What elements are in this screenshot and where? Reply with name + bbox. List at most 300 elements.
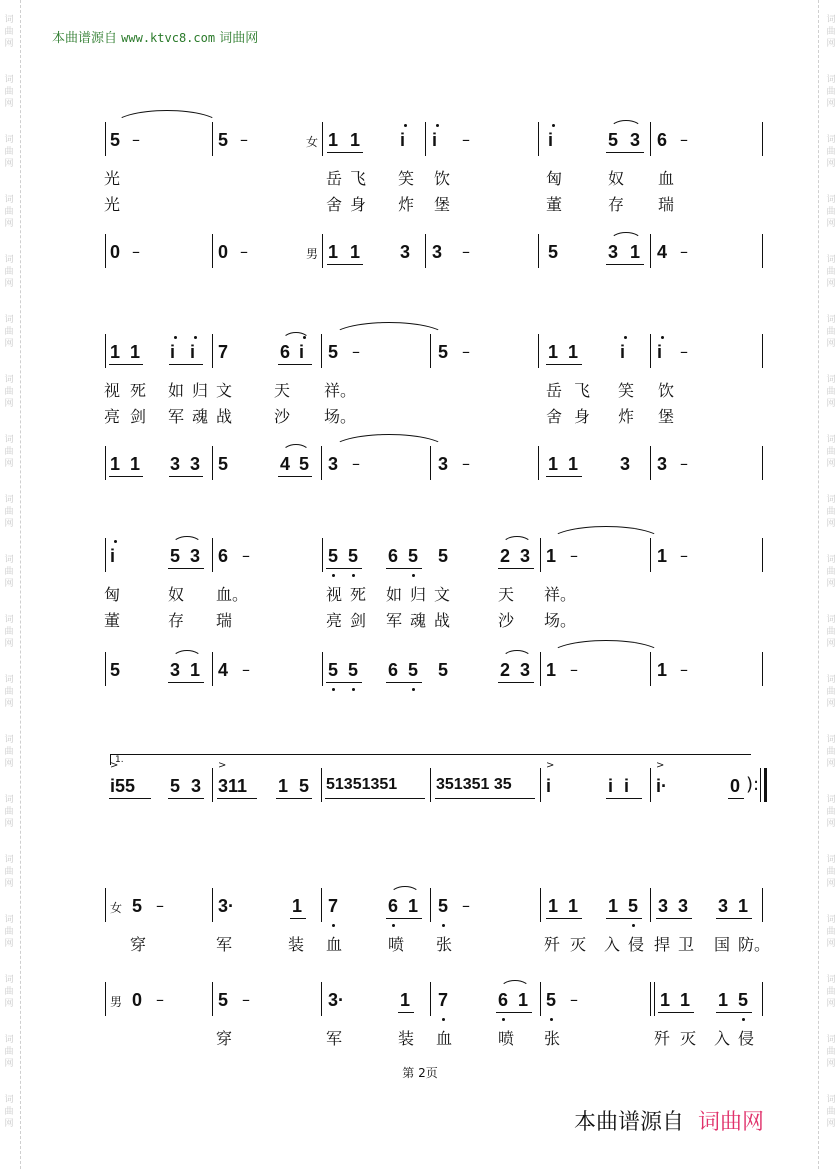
- watermark-glyph: 词: [826, 915, 836, 925]
- underline: [498, 568, 534, 569]
- barline: [540, 538, 541, 572]
- watermark-glyph: 曲: [826, 987, 836, 997]
- underline: [327, 152, 363, 153]
- watermark-glyph: 网: [4, 579, 14, 589]
- barline: [105, 538, 106, 572]
- note: 3: [620, 454, 631, 474]
- barline: [322, 538, 323, 572]
- watermark-glyph-group: [4, 494, 13, 530]
- watermark-glyph: 词: [4, 375, 14, 385]
- note: 3: [658, 896, 669, 916]
- watermark-glyph-group: [4, 854, 13, 890]
- system3-top-staff: [100, 538, 770, 578]
- tie: [114, 110, 220, 125]
- barline: [212, 122, 213, 156]
- lyric: 奴: [608, 169, 625, 188]
- lyric: 沙: [498, 611, 515, 630]
- watermark-glyph: 词: [826, 195, 836, 205]
- barline: [654, 982, 655, 1016]
- barline: [212, 768, 213, 802]
- watermark-glyph: 网: [4, 39, 14, 49]
- low-dot: [392, 924, 395, 927]
- note: 1: [110, 454, 121, 474]
- note: i: [548, 130, 554, 150]
- watermark-glyph-group: [4, 374, 13, 410]
- watermark-glyph: 词: [4, 795, 14, 805]
- watermark-glyph: 网: [4, 459, 14, 469]
- slur: [172, 536, 202, 545]
- watermark-glyph-group: [826, 194, 835, 230]
- watermark-glyph: 曲: [826, 507, 836, 517]
- high-dot: [552, 124, 555, 127]
- system2-top-staff: [100, 334, 770, 374]
- watermark-glyph: 网: [826, 279, 836, 289]
- note-group: 351351 35: [436, 776, 512, 793]
- note-group: 311: [218, 776, 248, 796]
- watermark-glyph-group: [4, 254, 13, 290]
- low-dot: [352, 688, 355, 691]
- watermark-glyph: 网: [826, 519, 836, 529]
- low-dot: [442, 1018, 445, 1021]
- watermark-glyph-group: [4, 914, 13, 950]
- note: 1: [608, 896, 619, 916]
- barline: [650, 446, 651, 480]
- voice-label-male: 男: [110, 995, 123, 1009]
- watermark-glyph: 词: [4, 675, 14, 685]
- lyric: 祥。: [324, 381, 357, 400]
- watermark-glyph: 网: [4, 219, 14, 229]
- lyric: 穿: [216, 1029, 233, 1048]
- accent-mark: >: [656, 760, 665, 771]
- barline: [105, 888, 106, 922]
- underline: [327, 264, 363, 265]
- watermark-glyph: 词: [826, 795, 836, 805]
- header-url[interactable]: www.ktvc8.com: [121, 31, 216, 45]
- watermark-glyph: 词: [4, 435, 14, 445]
- brand-footer: [574, 1105, 764, 1136]
- high-dot: [661, 336, 664, 339]
- lyric: 如: [386, 585, 403, 604]
- watermark-glyph-group: [4, 314, 13, 350]
- underline: [326, 682, 362, 683]
- note: 5: [348, 660, 359, 680]
- watermark-glyph-group: [4, 674, 13, 710]
- note: 3: [190, 546, 201, 566]
- watermark-glyph: 曲: [826, 627, 836, 637]
- lyric: 光: [104, 195, 121, 214]
- watermark-glyph: 网: [826, 879, 836, 889]
- barline: [425, 234, 426, 268]
- underline: [217, 798, 257, 799]
- brand-site[interactable]: 词曲网: [698, 1110, 765, 1135]
- underline: [386, 918, 422, 919]
- lyric: 天: [274, 381, 291, 400]
- lyric: 血: [326, 935, 343, 954]
- lyric: 剑: [130, 407, 147, 426]
- lyric: 灭: [570, 935, 587, 954]
- watermark-glyph: 曲: [826, 387, 836, 397]
- underline: [546, 918, 582, 919]
- watermark-glyph: 词: [4, 1035, 14, 1045]
- barline: [650, 234, 651, 268]
- low-dot: [502, 1018, 505, 1021]
- watermark-glyph: 曲: [4, 747, 14, 757]
- watermark-glyph: 网: [4, 999, 14, 1009]
- watermark-glyph-group: [826, 974, 835, 1010]
- barline: [212, 652, 213, 686]
- note-dash: –: [132, 242, 140, 261]
- note: 1: [130, 454, 141, 474]
- note: 1: [738, 896, 749, 916]
- note: 0: [218, 242, 229, 262]
- high-dot: [404, 124, 407, 127]
- watermark-glyph-group: [826, 314, 835, 350]
- header-prefix: 本曲谱源自: [52, 31, 118, 46]
- left-watermark: [2, 0, 16, 1169]
- barline: [538, 234, 539, 268]
- note: 5: [438, 896, 449, 916]
- underline: [168, 798, 204, 799]
- watermark-glyph: 曲: [826, 867, 836, 877]
- note: 1: [630, 242, 641, 262]
- barline: [430, 982, 431, 1016]
- underline: [278, 364, 312, 365]
- watermark-glyph: 曲: [826, 687, 836, 697]
- watermark-glyph: 网: [4, 519, 14, 529]
- watermark-glyph: 词: [826, 855, 836, 865]
- slur: [500, 980, 530, 989]
- lyric: 死: [130, 381, 147, 400]
- note: i: [620, 342, 626, 362]
- watermark-glyph-group: [4, 1094, 13, 1130]
- lyric: 魂: [410, 611, 427, 630]
- note: 5: [408, 660, 419, 680]
- lyric: 文: [434, 585, 451, 604]
- note: 5: [132, 896, 143, 916]
- watermark-glyph: 词: [4, 15, 14, 25]
- underline: [168, 682, 204, 683]
- underline: [169, 476, 203, 477]
- lyric: 战: [216, 407, 233, 426]
- note: 5: [299, 454, 310, 474]
- watermark-glyph: 网: [826, 399, 836, 409]
- system1-top-staff: [100, 122, 770, 162]
- high-dot: [174, 336, 177, 339]
- tie: [550, 640, 662, 655]
- note: 1: [350, 130, 361, 150]
- watermark-glyph: 曲: [4, 87, 14, 97]
- watermark-glyph-group: [4, 14, 13, 50]
- note: 3: [718, 896, 729, 916]
- lyric: 匈: [546, 169, 563, 188]
- lyric: 存: [608, 195, 625, 214]
- watermark-glyph: 词: [826, 1095, 836, 1105]
- watermark-glyph-group: [826, 554, 835, 590]
- watermark-glyph: 网: [826, 639, 836, 649]
- watermark-glyph: 词: [4, 255, 14, 265]
- lyric: 喷: [498, 1029, 515, 1048]
- note: 5: [110, 130, 121, 150]
- voice-label-female: 女: [110, 901, 123, 915]
- watermark-glyph: 曲: [4, 447, 14, 457]
- lyric: 董: [104, 611, 121, 630]
- note: 1: [350, 242, 361, 262]
- underline: [606, 264, 644, 265]
- underline: [606, 798, 642, 799]
- slur: [610, 232, 642, 241]
- note: i: [432, 130, 438, 150]
- watermark-glyph: 曲: [826, 567, 836, 577]
- barline: [105, 446, 106, 480]
- watermark-glyph: 网: [826, 1059, 836, 1069]
- lyric: 饮: [658, 381, 675, 400]
- watermark-glyph: 网: [4, 639, 14, 649]
- barline: [650, 768, 651, 802]
- slur: [502, 650, 532, 659]
- lyric: 喷: [388, 935, 405, 954]
- watermark-glyph-group: [4, 794, 13, 830]
- note: 1: [400, 990, 411, 1010]
- lyric: 捍: [654, 935, 671, 954]
- note: 5: [438, 342, 449, 362]
- note: 1: [568, 454, 579, 474]
- barline: [650, 652, 651, 686]
- note: i: [299, 342, 305, 362]
- slur: [282, 444, 310, 453]
- header-site: 词曲网: [219, 31, 259, 46]
- low-dot: [332, 688, 335, 691]
- underline: [546, 364, 582, 365]
- watermark-glyph: 词: [826, 15, 836, 25]
- lyric: 身: [574, 407, 591, 426]
- note: 1: [680, 990, 691, 1010]
- barline: [321, 768, 322, 802]
- high-dot: [436, 124, 439, 127]
- barline: [321, 446, 322, 480]
- lyric: 光: [104, 169, 121, 188]
- lyric: 存: [168, 611, 185, 630]
- note: 3: [170, 454, 181, 474]
- barline: [540, 888, 541, 922]
- note: 1: [328, 130, 339, 150]
- lyric: 瑞: [658, 195, 675, 214]
- underline: [716, 918, 752, 919]
- lyric: 归: [192, 381, 209, 400]
- high-dot: [194, 336, 197, 339]
- watermark-glyph: 网: [4, 1119, 14, 1129]
- barline: [762, 652, 763, 686]
- watermark-glyph-group: [4, 974, 13, 1010]
- note: 3: [170, 660, 181, 680]
- lyric: 血。: [216, 585, 249, 604]
- note: 3·: [218, 896, 235, 916]
- underline: [326, 568, 362, 569]
- note-dash: –: [242, 990, 250, 1009]
- watermark-glyph: 曲: [826, 747, 836, 757]
- barline: [430, 446, 431, 480]
- high-dot: [114, 540, 117, 543]
- watermark-glyph-group: [826, 494, 835, 530]
- note: 7: [438, 990, 449, 1010]
- note: 6: [218, 546, 229, 566]
- watermark-glyph: 网: [4, 399, 14, 409]
- note: 5: [328, 660, 339, 680]
- lyric: 亮: [104, 407, 121, 426]
- lyric: 堡: [658, 407, 675, 426]
- barline: [105, 982, 106, 1016]
- low-dot: [442, 924, 445, 927]
- watermark-glyph: 词: [4, 75, 14, 85]
- note-dash: –: [680, 242, 688, 261]
- barline: [540, 768, 541, 802]
- barline: [105, 652, 106, 686]
- barline: [212, 538, 213, 572]
- watermark-glyph-group: [4, 74, 13, 110]
- underline: [386, 682, 422, 683]
- watermark-glyph: 曲: [4, 987, 14, 997]
- note: 5: [328, 546, 339, 566]
- watermark-glyph: 曲: [4, 207, 14, 217]
- lyric: 国: [714, 935, 731, 954]
- watermark-glyph-group: [4, 194, 13, 230]
- note: 3: [520, 660, 531, 680]
- slur: [502, 536, 532, 545]
- underline: [728, 798, 744, 799]
- note: 1: [130, 342, 141, 362]
- watermark-glyph: 曲: [4, 267, 14, 277]
- note-group: 5 3: [170, 776, 202, 796]
- note: 6: [388, 546, 399, 566]
- note: 1: [292, 896, 303, 916]
- watermark-glyph-group: [826, 674, 835, 710]
- note: 1: [548, 342, 559, 362]
- note: i: [190, 342, 196, 362]
- accent-mark: >: [546, 760, 555, 771]
- note: i: [110, 546, 116, 566]
- low-dot: [412, 574, 415, 577]
- note: 6: [657, 130, 668, 150]
- underline: [606, 152, 644, 153]
- note: 7: [218, 342, 229, 362]
- lyric: 祥。: [544, 585, 577, 604]
- watermark-glyph: 网: [4, 99, 14, 109]
- system3-bottom-staff: [100, 652, 770, 692]
- watermark-glyph: 曲: [826, 807, 836, 817]
- barline: [425, 122, 426, 156]
- watermark-glyph-group: [826, 734, 835, 770]
- lyric: 瑞: [216, 611, 233, 630]
- underline: [435, 798, 535, 799]
- underline: [168, 568, 204, 569]
- note: 5: [218, 454, 229, 474]
- lyric: 军: [326, 1029, 343, 1048]
- low-dot: [742, 1018, 745, 1021]
- lyric: 侵: [628, 935, 645, 954]
- barline: [212, 334, 213, 368]
- barline: [760, 768, 761, 802]
- lyric: 舍: [546, 407, 563, 426]
- note: 3: [657, 454, 668, 474]
- watermark-glyph: 网: [826, 579, 836, 589]
- lyric: 魂: [192, 407, 209, 426]
- note: 5: [218, 130, 229, 150]
- barline: [540, 982, 541, 1016]
- barline: [322, 122, 323, 156]
- barline: [540, 652, 541, 686]
- underline: [325, 798, 425, 799]
- lyric: 天: [498, 585, 515, 604]
- note-dash: –: [240, 242, 248, 261]
- note-dash: –: [680, 130, 688, 149]
- note: 5: [348, 546, 359, 566]
- low-dot: [632, 924, 635, 927]
- tie: [332, 322, 446, 337]
- system5-lyrics-female: [104, 932, 774, 956]
- watermark-glyph: 词: [826, 495, 836, 505]
- note: 0: [110, 242, 121, 262]
- note-dash: –: [570, 546, 578, 565]
- lyric: 奴: [168, 585, 185, 604]
- watermark-glyph: 曲: [826, 27, 836, 37]
- system3-lyrics: [104, 582, 774, 642]
- barline: [430, 334, 431, 368]
- watermark-glyph: 词: [4, 315, 14, 325]
- lyric: 舍: [326, 195, 343, 214]
- note: 1: [718, 990, 729, 1010]
- high-dot: [624, 336, 627, 339]
- brand-prefix: 本曲谱源自: [574, 1110, 685, 1135]
- barline: [538, 122, 539, 156]
- note: 5: [170, 546, 181, 566]
- lyric: 装: [288, 935, 305, 954]
- watermark-glyph-group: [826, 74, 835, 110]
- watermark-glyph: 曲: [4, 807, 14, 817]
- watermark-glyph: 网: [4, 1059, 14, 1069]
- barline: [650, 122, 651, 156]
- note: 1: [657, 546, 668, 566]
- lyric: 笑: [398, 169, 415, 188]
- lyric: 军: [386, 611, 403, 630]
- barline: [430, 888, 431, 922]
- barline: [321, 982, 322, 1016]
- note: 4: [657, 242, 668, 262]
- note: 5: [738, 990, 749, 1010]
- underline: [656, 918, 692, 919]
- note: 5: [546, 990, 557, 1010]
- watermark-glyph: 曲: [4, 867, 14, 877]
- note: 6: [388, 896, 399, 916]
- lyric: 张: [544, 1029, 561, 1048]
- barline: [321, 334, 322, 368]
- barline: [650, 538, 651, 572]
- underline: [109, 798, 151, 799]
- lyric: 歼: [654, 1029, 671, 1048]
- watermark-glyph: 词: [4, 915, 14, 925]
- note-dash: –: [680, 546, 688, 565]
- note-group: 1 5: [278, 776, 310, 796]
- barline: [650, 982, 651, 1016]
- note-dash: –: [156, 896, 164, 915]
- low-dot: [412, 688, 415, 691]
- watermark-glyph: 网: [826, 759, 836, 769]
- note: 6: [498, 990, 509, 1010]
- watermark-glyph: 网: [4, 939, 14, 949]
- page-number: 第 2页: [402, 1066, 438, 1080]
- note-dash: –: [462, 130, 470, 149]
- page-header: [52, 27, 258, 46]
- watermark-glyph: 网: [826, 819, 836, 829]
- lyric: 视: [326, 585, 343, 604]
